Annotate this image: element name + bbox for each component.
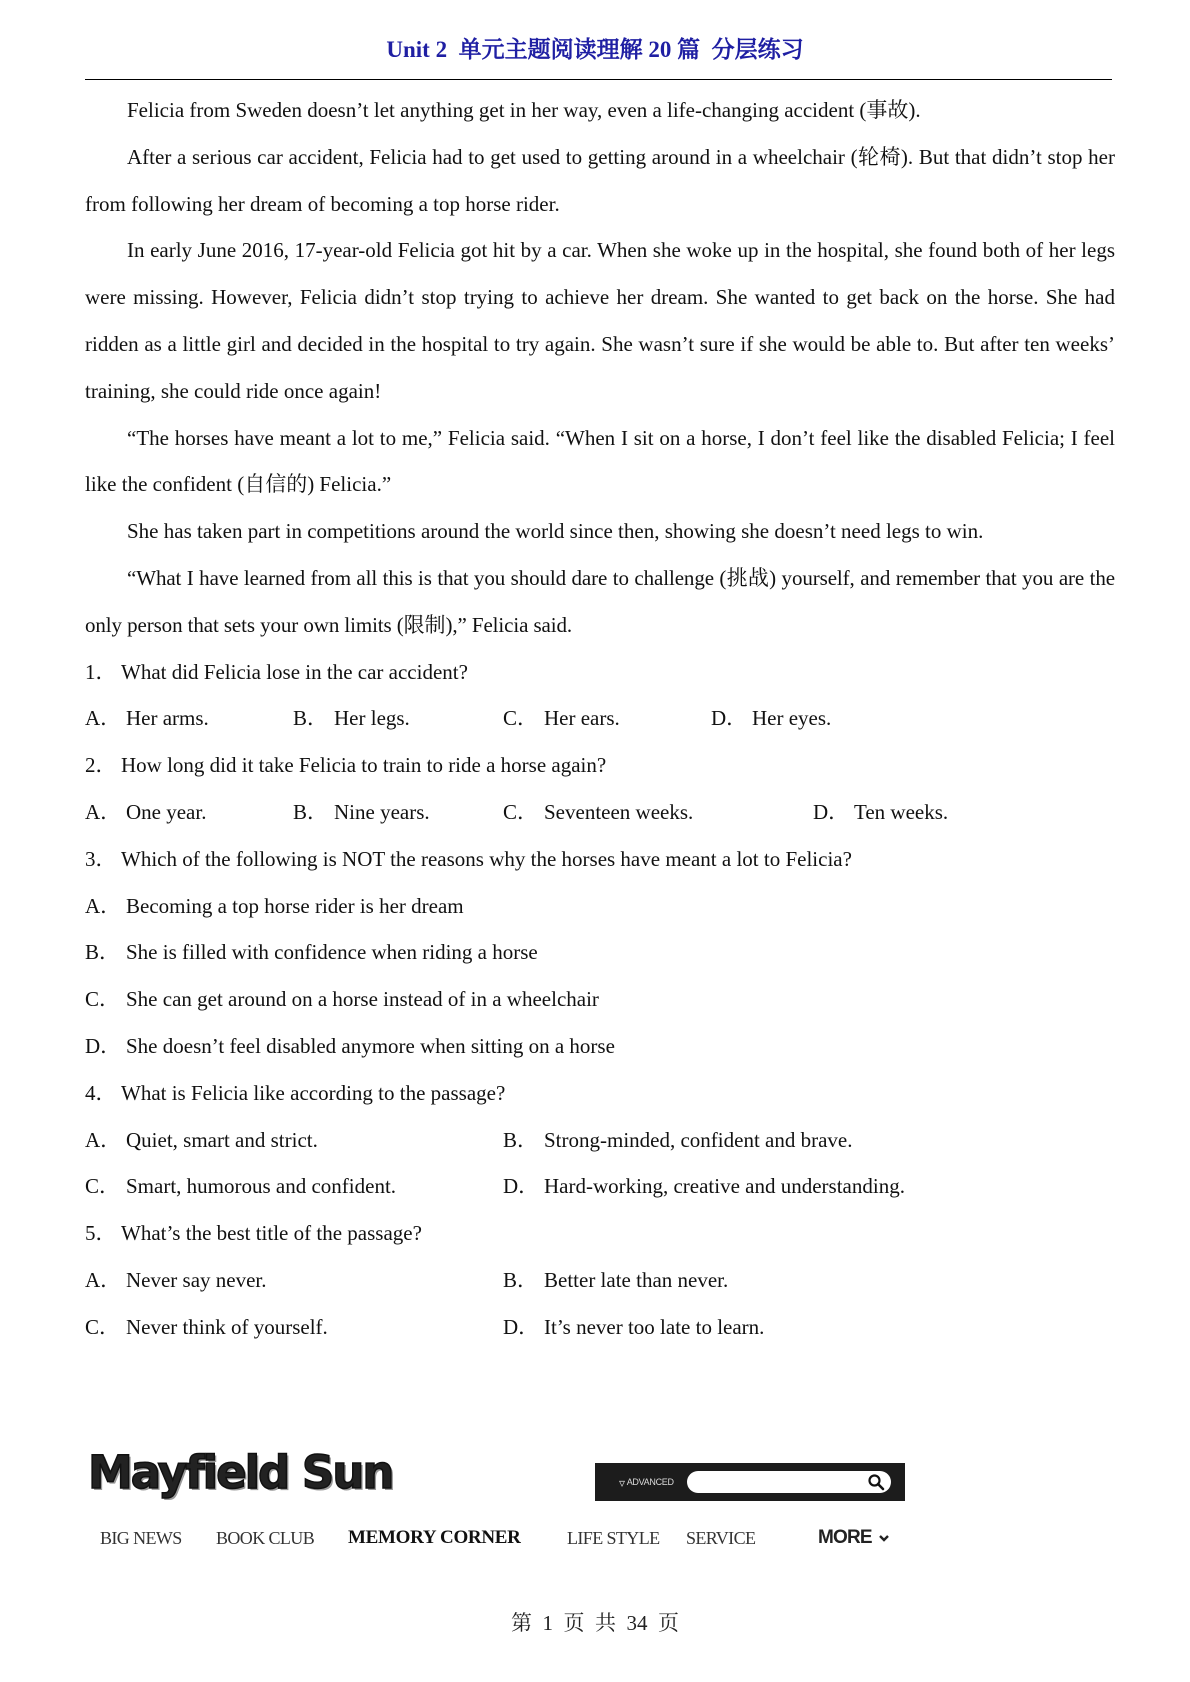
document-body [85,87,1115,1351]
option-a[interactable] [85,789,206,836]
option-d[interactable] [711,695,831,742]
option-label: B． [293,799,329,824]
option-label: B． [85,940,121,965]
search-bar [595,1463,905,1501]
page-indicator: 第 1 页 共 34 页 [511,1611,679,1635]
question-text: What’s the best title of the passage? [121,1221,422,1246]
option-d[interactable] [85,1023,1115,1070]
option-text: Her legs. [334,706,410,731]
option-b[interactable] [293,789,430,836]
more-label: MORE [818,1527,872,1548]
option-b[interactable] [293,695,410,742]
option-label: B． [503,1267,539,1292]
option-label: D． [85,1033,122,1058]
option-text: Never say never. [126,1267,267,1292]
option-label: D． [711,706,748,731]
nav-book-club[interactable]: BOOK CLUB [216,1528,315,1548]
option-text: Hard-working, creative and understanding. [544,1174,905,1199]
option-label: C． [85,1314,121,1339]
option-label: B． [293,706,329,731]
question-text: How long did it take Felicia to train to ride a horse again? [121,753,607,778]
option-text: Her eyes. [752,706,832,731]
passage-paragraph: After a serious car accident, Felicia had to get used to getting around in a wheelchair (轮椅). But that didn’t stop her from following her dream of becoming a top horse rider. [85,144,1115,216]
passage-paragraph: “The horses have meant a lot to me,” Felicia said. “When I sit on a horse, I don’t feel like the disabled Felicia; I feel like the confident (自信的) Felicia.” [85,425,1115,497]
option-row [85,695,1115,742]
option-b[interactable] [85,929,1115,976]
site-nav [0,1524,1190,1552]
option-label: D． [503,1314,540,1339]
passage-paragraph: She has taken part in competitions around the world since then, showing she doesn’t need legs to win. [127,519,984,544]
option-text: Never think of yourself. [126,1314,328,1339]
question-text: Which of the following is NOT the reasons why the horses have meant a lot to Felicia? [121,846,852,871]
chevron-down-icon [878,1533,890,1543]
option-row [85,1304,1115,1351]
option-b[interactable] [503,1257,728,1304]
option-label: C． [503,706,539,731]
option-a[interactable] [85,1257,267,1304]
option-text: She is filled with confidence when riding a horse [126,940,538,965]
option-c[interactable] [503,695,620,742]
question-number: 4． [85,1080,117,1105]
nav-more-button[interactable] [818,1524,890,1552]
mayfield-sun-logo[interactable]: Mayfield Sun [88,1446,393,1499]
option-label: D． [813,799,850,824]
option-text: Seventeen weeks. [544,799,694,824]
option-text: Her arms. [126,706,209,731]
option-row [85,789,1115,836]
question-number: 1． [85,659,117,684]
question-text: What is Felicia like according to the passage? [121,1080,506,1105]
option-label: C． [503,799,539,824]
option-c[interactable] [503,789,693,836]
nav-service[interactable]: SERVICE [686,1528,756,1548]
filter-icon: ▿ [619,1475,625,1490]
option-text: One year. [126,799,207,824]
option-label: A． [85,799,122,824]
question-stem [85,836,1115,883]
option-label: B． [503,1127,539,1152]
nav-memory-corner[interactable]: MEMORY CORNER [348,1527,521,1548]
nav-life-style[interactable]: LIFE STYLE [567,1528,660,1548]
page-title: Unit 2 单元主题阅读理解 20 篇 分层练习 [386,37,804,62]
question-number: 3． [85,846,117,871]
option-text: Quiet, smart and strict. [126,1127,318,1152]
option-label: A． [85,1267,122,1292]
option-text: She doesn’t feel disabled anymore when sitting on a horse [126,1033,615,1058]
question-number: 2． [85,753,117,778]
search-input[interactable] [687,1471,891,1493]
option-c[interactable] [85,1163,396,1210]
option-b[interactable] [503,1117,853,1164]
option-c[interactable] [85,1304,328,1351]
option-label: A． [85,893,122,918]
passage-paragraph: In early June 2016, 17-year-old Felicia got hit by a car. When she woke up in the hospital, she found both of her legs were missing. However, Felicia didn’t stop trying to achieve her dream. She wanted to get back on the horse. She had ridden as a little girl and decided in the hospital to try again. She wasn’t sure if she would be able to. But after ten weeks’ training, she could ride once again! [85,238,1115,403]
question-stem [85,1070,1115,1117]
passage-paragraph: “What I have learned from all this is that you should dare to challenge (挑战) yourself, and remember that you are the only person that sets your own limits (限制),” Felicia said. [85,565,1115,637]
question-number: 5． [85,1221,117,1246]
option-d[interactable] [813,789,948,836]
search-icon[interactable] [867,1473,885,1491]
nav-big-news[interactable]: BIG NEWS [100,1528,182,1548]
option-text: Nine years. [334,799,430,824]
option-row [85,1257,1115,1304]
option-text: Ten weeks. [854,799,949,824]
option-text: It’s never too late to learn. [544,1314,765,1339]
option-a[interactable] [85,883,1115,930]
option-text: Becoming a top horse rider is her dream [126,893,464,918]
option-text: She can get around on a horse instead of in a wheelchair [126,987,599,1012]
option-a[interactable] [85,695,209,742]
option-label: D． [503,1174,540,1199]
option-row [85,1163,1115,1210]
option-label: C． [85,1174,121,1199]
passage-paragraph: Felicia from Sweden doesn’t let anything get in her way, even a life-changing accident (事故). [127,98,921,122]
option-text: Her ears. [544,706,620,731]
question-stem [85,1210,1115,1257]
advanced-search-button[interactable] [619,1463,674,1501]
advanced-label: ADVANCED [626,1477,674,1487]
option-text: Strong-minded, confident and brave. [544,1127,853,1152]
option-label: A． [85,706,122,731]
option-d[interactable] [503,1304,764,1351]
option-text: Better late than never. [544,1267,729,1292]
option-row [85,1117,1115,1164]
option-a[interactable] [85,1117,318,1164]
title-divider [85,79,1112,80]
option-c[interactable] [85,976,1115,1023]
option-d[interactable] [503,1163,905,1210]
option-label: C． [85,987,121,1012]
option-label: A． [85,1127,122,1152]
question-stem [85,649,1115,696]
question-stem [85,742,1115,789]
question-text: What did Felicia lose in the car accident? [121,659,468,684]
option-text: Smart, humorous and confident. [126,1174,397,1199]
